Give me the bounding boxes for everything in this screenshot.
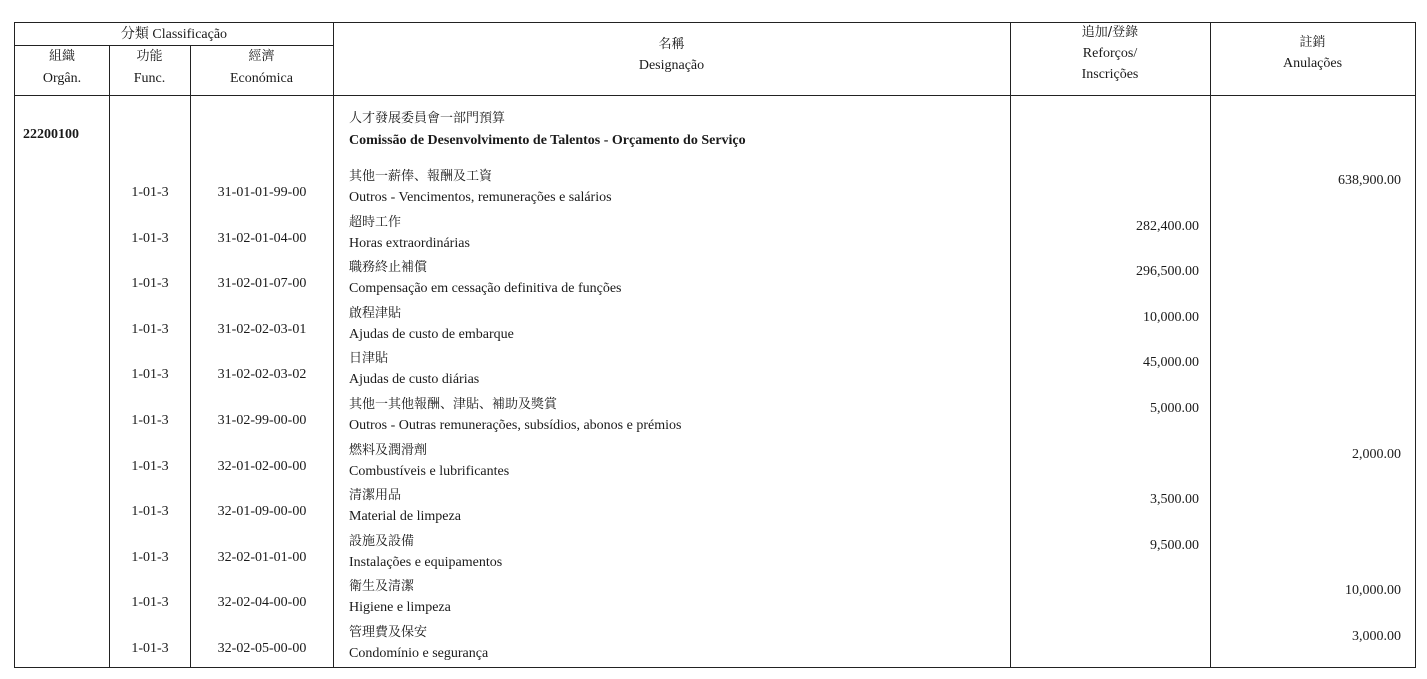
reinforce-amount: 296,500.00 xyxy=(1136,264,1199,280)
table-row xyxy=(15,169,1415,215)
item-name-pt: Combustíveis e lubrificantes xyxy=(349,463,510,479)
name-header-pt: Designação xyxy=(638,58,705,73)
table-row xyxy=(15,488,1415,534)
section-title-pt: Comissão de Desenvolvimento de Talentos - Orçamento do Serviço xyxy=(349,133,746,148)
econ-header-zh: 經濟 xyxy=(248,49,275,64)
table-row xyxy=(15,625,1415,671)
item-name-zh: 清潔用品 xyxy=(349,488,402,504)
econ-header-pt: Económica xyxy=(230,71,293,86)
econ-code: 32-01-02-00-00 xyxy=(217,458,307,474)
table-row xyxy=(15,534,1415,580)
func-code: 1-01-3 xyxy=(131,276,169,292)
func-code: 1-01-3 xyxy=(131,185,169,200)
annul-amount: 638,900.00 xyxy=(1338,173,1401,188)
econ-code: 31-02-01-07-00 xyxy=(217,276,307,292)
annul-amount: 3,000.00 xyxy=(1352,629,1401,644)
item-name-pt: Instalações e equipamentos xyxy=(349,554,503,570)
econ-code: 31-02-02-03-02 xyxy=(217,367,307,383)
annul-amount: 2,000.00 xyxy=(1352,446,1401,462)
reinforce-amount: 45,000.00 xyxy=(1143,355,1199,371)
name-header-zh: 名稱 xyxy=(658,37,685,52)
item-name-zh: 衛生及清潔 xyxy=(349,579,415,595)
annul-amount: 10,000.00 xyxy=(1345,583,1401,599)
reinforce-header-pt1: Reforços/ xyxy=(1082,46,1138,61)
organ-header-pt: Orgân. xyxy=(42,71,82,86)
reinforce-header-pt2: Inscrições xyxy=(1081,67,1139,82)
func-header-pt: Func. xyxy=(133,71,166,86)
reinforce-header-zh: 追加/登錄 xyxy=(1081,25,1139,40)
table-row xyxy=(15,351,1415,397)
item-name-pt: Material de limpeza xyxy=(349,509,461,525)
econ-code: 31-01-01-99-00 xyxy=(217,185,307,200)
item-name-zh: 日津貼 xyxy=(349,351,389,367)
item-name-zh: 燃料及潤滑劑 xyxy=(349,442,428,458)
econ-code: 31-02-02-03-01 xyxy=(217,321,307,337)
item-name-zh: 管理費及保安 xyxy=(349,625,428,640)
table-row xyxy=(15,306,1415,352)
econ-code: 31-02-99-00-00 xyxy=(217,413,307,428)
classification-header: 分類 Classificação xyxy=(120,27,228,42)
section-title-zh: 人才發展委員會一部門預算 xyxy=(349,111,506,126)
func-code: 1-01-3 xyxy=(131,549,169,565)
organ-code: 22200100 xyxy=(23,127,79,142)
item-name-zh: 職務終止補償 xyxy=(349,260,428,276)
item-name-pt: Higiene e limpeza xyxy=(349,600,451,616)
item-name-pt: Horas extraordinárias xyxy=(349,235,470,251)
func-code: 1-01-3 xyxy=(131,413,169,428)
func-header-zh: 功能 xyxy=(136,49,163,64)
header-divider xyxy=(15,45,333,46)
item-name-pt: Ajudas de custo diárias xyxy=(349,372,480,388)
table-row xyxy=(15,260,1415,306)
item-name-pt: Outros - Outras remunerações, subsídios, abonos e prémios xyxy=(349,418,682,433)
func-code: 1-01-3 xyxy=(131,367,169,383)
reinforce-amount: 10,000.00 xyxy=(1143,309,1199,325)
econ-code: 32-01-09-00-00 xyxy=(217,504,307,520)
econ-code: 32-02-01-01-00 xyxy=(217,549,307,565)
func-code: 1-01-3 xyxy=(131,504,169,520)
econ-code: 32-02-05-00-00 xyxy=(217,641,307,656)
reinforce-amount: 9,500.00 xyxy=(1150,537,1199,553)
reinforce-amount: 5,000.00 xyxy=(1150,401,1199,416)
item-name-pt: Compensação em cessação definitiva de funções xyxy=(349,281,622,297)
func-code: 1-01-3 xyxy=(131,458,169,474)
organ-header-zh: 組織 xyxy=(48,49,75,64)
item-name-pt: Outros - Vencimentos, remunerações e salários xyxy=(349,190,612,205)
item-name-pt: Ajudas de custo de embarque xyxy=(349,326,514,342)
table-row xyxy=(15,397,1415,443)
header-bottom-line xyxy=(15,95,1415,96)
func-code: 1-01-3 xyxy=(131,595,169,611)
table-row xyxy=(15,215,1415,261)
func-code: 1-01-3 xyxy=(131,321,169,337)
item-name-zh: 其他一其他報酬、津貼、補助及獎賞 xyxy=(349,397,558,412)
func-code: 1-01-3 xyxy=(131,230,169,246)
econ-code: 32-02-04-00-00 xyxy=(217,595,307,611)
annul-header-pt: Anulações xyxy=(1282,56,1343,71)
table-row xyxy=(15,443,1415,489)
annul-header-zh: 註銷 xyxy=(1299,35,1326,50)
econ-code: 31-02-01-04-00 xyxy=(217,230,307,246)
item-name-zh: 超時工作 xyxy=(349,214,402,230)
item-name-zh: 其他一薪俸、報酬及工資 xyxy=(349,169,493,184)
item-name-zh: 設施及設備 xyxy=(349,533,415,549)
table-row xyxy=(15,579,1415,625)
reinforce-amount: 282,400.00 xyxy=(1136,218,1199,234)
reinforce-amount: 3,500.00 xyxy=(1150,492,1199,508)
item-name-pt: Condomínio e segurança xyxy=(349,646,489,661)
item-name-zh: 啟程津貼 xyxy=(349,305,402,321)
budget-table xyxy=(14,22,1416,668)
func-code: 1-01-3 xyxy=(131,641,169,656)
